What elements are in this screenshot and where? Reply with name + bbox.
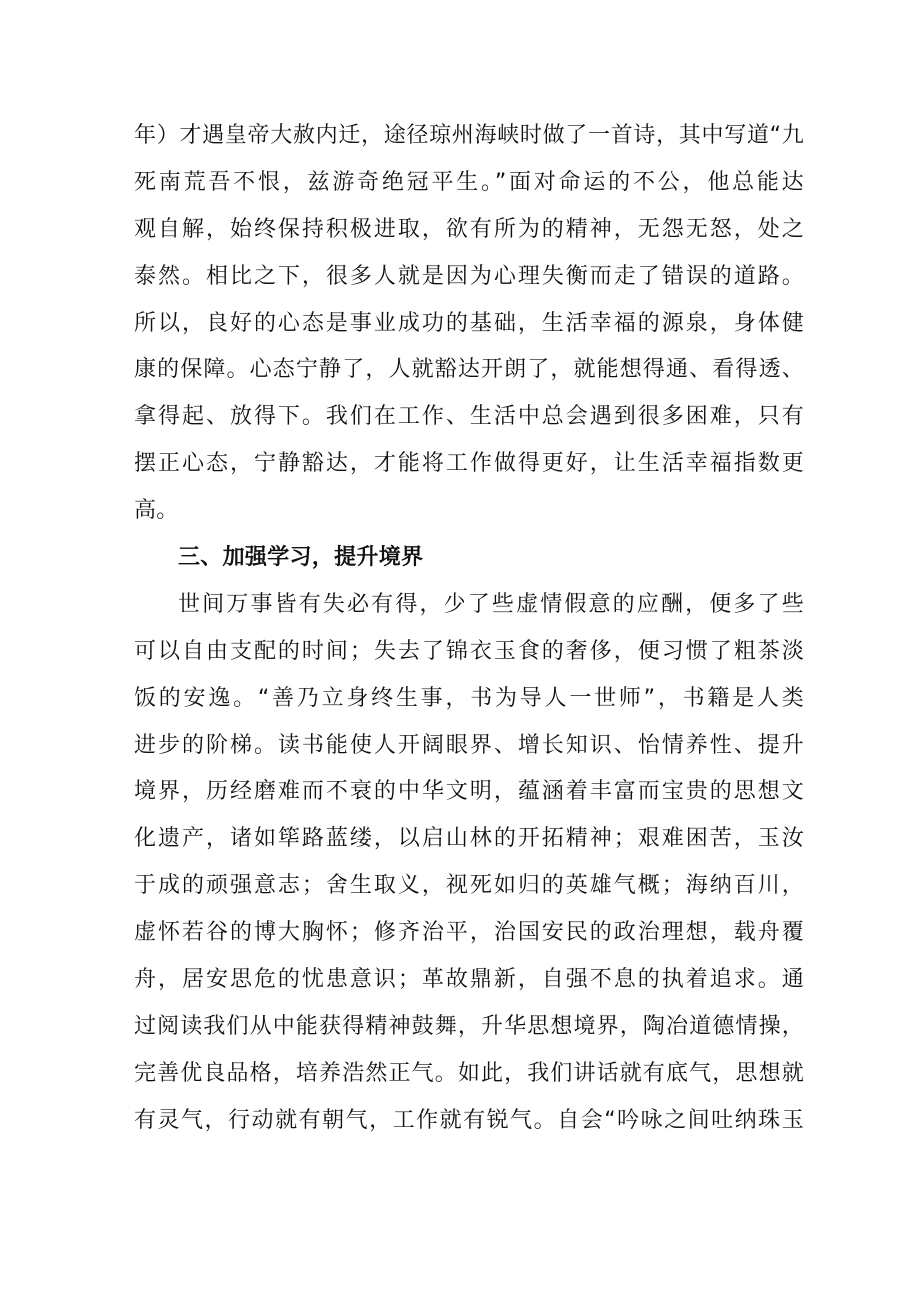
- text-line: 世间万事皆有失必有得，少了些虚情假意的应酬，便多了些: [178, 591, 804, 617]
- text-line: 化遗产，诸如筚路蓝缕，以启山林的开拓精神；艰难困苦，玉汝: [134, 826, 804, 852]
- text-line: 有灵气，行动就有朝气，工作就有锐气。自会“吟咏之间吐纳珠玉: [134, 1107, 804, 1133]
- text-line: 年）才遇皇帝大赦内迁，途径琼州海峡时做了一首诗，其中写道“九: [134, 123, 804, 148]
- text-line: 舟，居安思危的忧患意识；革故鼎新，自强不息的执着追求。通: [134, 967, 804, 993]
- text-line: 可以自由支配的时间；失去了锦衣玉食的奢侈，便习惯了粗茶淡: [134, 638, 804, 664]
- text-line: 进步的阶梯。读书能使人开阔眼界、增长知识、怡情养性、提升: [134, 732, 804, 758]
- text-line: 泰然。相比之下，很多人就是因为心理失衡而走了错误的道路。: [134, 263, 804, 289]
- text-line: 所以，良好的心态是事业成功的基础，生活幸福的源泉，身体健: [134, 310, 804, 336]
- text-line: 高。: [134, 498, 179, 524]
- text-line: 摆正心态，宁静豁达，才能将工作做得更好，让生活幸福指数更: [134, 451, 804, 477]
- text-line: 境界，历经磨难而不衰的中华文明，蕴涵着丰富而宝贵的思想文: [134, 779, 804, 805]
- text-line: 康的保障。心态宁静了，人就豁达开朗了，就能想得通、看得透、: [134, 357, 804, 383]
- text-line: 虚怀若谷的博大胸怀；修齐治平，治国安民的政治理想，载舟覆: [134, 920, 804, 946]
- text-line: 观自解，始终保持积极进取，欲有所为的精神，无怨无怒，处之: [134, 216, 804, 242]
- text-line: 拿得起、放得下。我们在工作、生活中总会遇到很多困难，只有: [134, 404, 804, 430]
- text-line: 完善优良品格，培养浩然正气。如此，我们讲话就有底气，思想就: [134, 1060, 804, 1086]
- text-line: 于成的顽强意志；舍生取义，视死如归的英雄气概；海纳百川，: [134, 873, 804, 899]
- section-heading: 三、加强学习，提升境界: [178, 545, 424, 571]
- text-line: 过阅读我们从中能获得精神鼓舞，升华思想境界，陶冶道德情操，: [134, 1013, 804, 1039]
- text-line: 死南荒吾不恨，兹游奇绝冠平生。”面对命运的不公，他总能达: [134, 169, 804, 195]
- text-line: 饭的安逸。“善乃立身终生事，书为导人一世师”，书籍是人类: [134, 685, 804, 711]
- document-body: [134, 113, 804, 1145]
